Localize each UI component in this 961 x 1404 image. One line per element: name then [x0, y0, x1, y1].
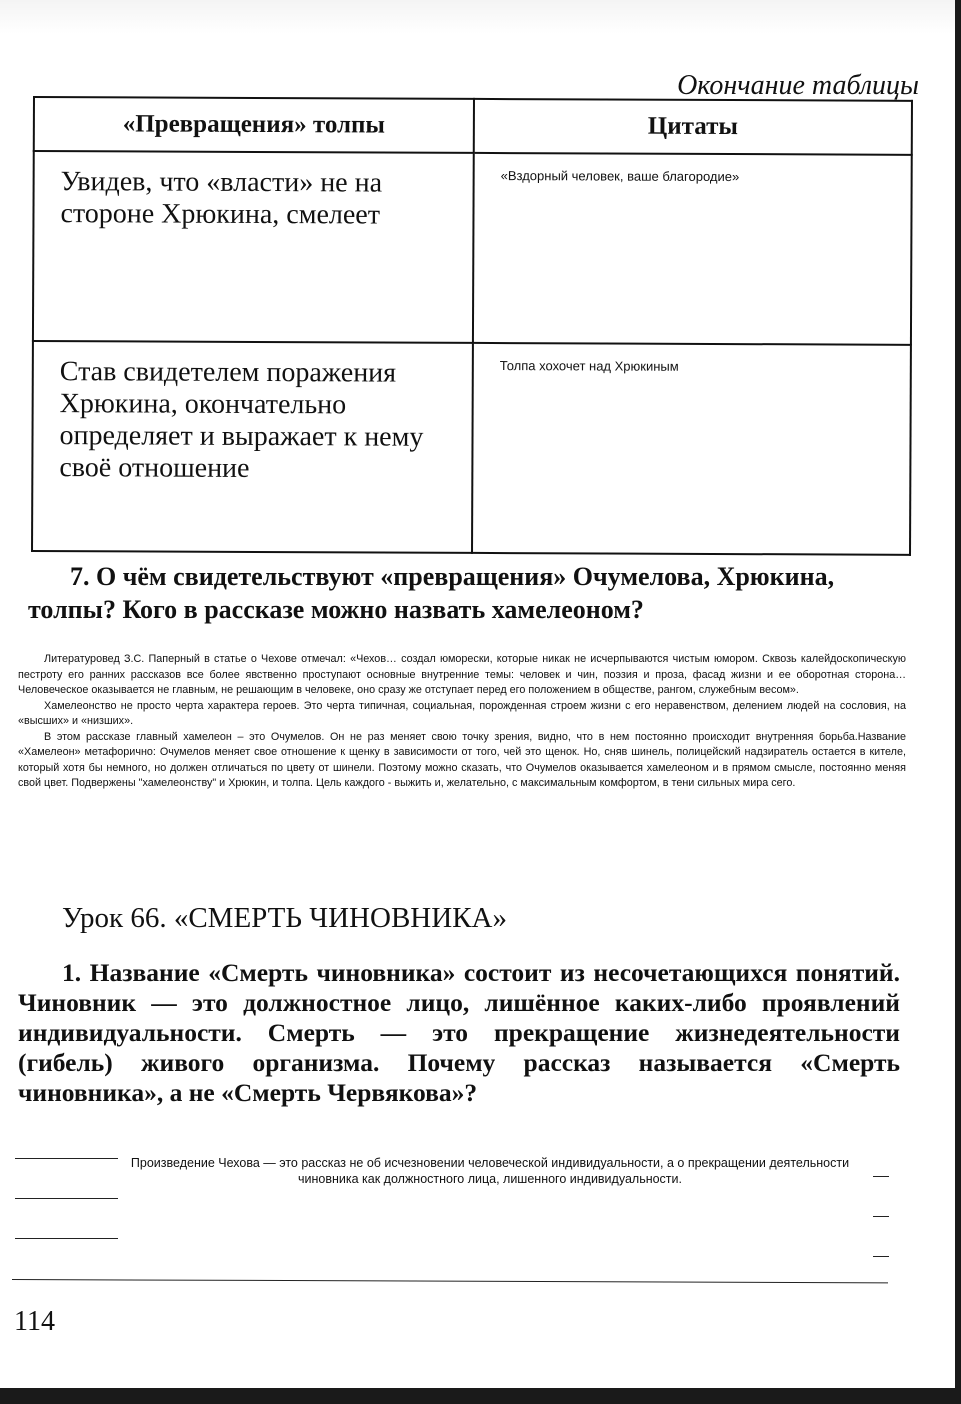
quote-cell: Толпа хохочет над Хрюкиным — [472, 343, 911, 555]
page-number: 114 — [14, 1306, 55, 1337]
transformations-table — [31, 96, 913, 556]
answer-line — [12, 1279, 888, 1283]
answer-line — [873, 1216, 889, 1217]
answer-line — [15, 1158, 118, 1159]
question-1-text: 1. Название «Смерть чиновника» состоит из несочетающихся понятий. Чиновник — это должностное лицо, лишённое каких-либо проявлений индивидуальности. Смерть — это прекращение жизнедеятельности (гибель) живого организма. Почему рассказ называется «Смерть чиновника», а не «Смерть Червякова»? — [18, 958, 900, 1107]
quote-cell: «Вздорный человек, ваше благородие» — [473, 153, 912, 345]
transformation-cell: Увидев, что «власти» не на стороне Хрюкина, смелеет — [33, 151, 474, 343]
scan-shadow-top — [0, 0, 961, 34]
answer-line — [15, 1238, 118, 1239]
answer-paragraph: Хамелеонство не просто черта характера героев. Это черта типичная, социальная, порожденная строем жизни с его неравенством, делением людей на сословия, на «высших» и «низших». — [18, 699, 906, 727]
transformation-cell: Став свидетелем поражения Хрюкина, окончательно определяет и выражает к нему своё отношение — [32, 341, 473, 553]
answer-line — [873, 1176, 889, 1177]
answer-line — [15, 1198, 118, 1199]
table-header-row — [34, 97, 912, 155]
answer-line — [873, 1256, 889, 1257]
table-row — [33, 151, 912, 345]
table-row — [32, 341, 911, 555]
scan-edge-bottom — [0, 1388, 961, 1404]
answer-paragraph: Литературовед З.С. Паперный в статье о Чехове отмечал: «Чехов… создал юморески, которые никак не исчерпываются чистым юмором. Сквозь калейдоскопическую пестроту его ранних рассказов все более явственно проступают основные внутренние темы: человек и чин, поэзия и проза, фасад жизни и ее оборотная сторона… Человеческое оказывается не главным, не решающим в человеке, оно сразу же отступает перед его положением в обществе, рангом, служебным весом». — [18, 653, 906, 696]
question-7-answer — [18, 652, 906, 792]
column-header-transformations: «Превращения» толпы — [34, 97, 474, 153]
question-1-answer: Произведение Чехова — это рассказ не об исчезновении человеческой индивидуальности, а о прекращении деятельности чиновника как должностного лица, лишенного индивидуальности. — [130, 1156, 850, 1186]
question-7-text: 7. О чём свидетельствуют «превращения» Очумелова, Хрюкина, толпы? Кого в рассказе можно назвать хамелеоном? — [28, 562, 835, 624]
table-continuation-label: Окончание таблицы — [677, 70, 919, 101]
scan-edge-right — [955, 0, 961, 1404]
column-header-quotes: Цитаты — [474, 99, 912, 155]
answer-paragraph: В этом рассказе главный хамелеон – это Очумелов. Он не раз меняет свою точку зрения, видно, что в нем постоянно происходит внутренняя борьба.Название «Хамелеон» метафорично: Очумелов меняет свое отношение к щенку в зависимости от того, чей это щенок. Но, сняв шинель, полицейский надзиратель остается в кителе, который хотя бы немного, но должен отличаться по цвету от шинели. Поэтому можно сказать, что Очумелов оказывается хамелеоном и в прямом смысле, постоянно меняя свой цвет. Подвержены "хамелеонству" и Хрюкин, и толпа. Цель каждого - выжить и, желательно, с максимальным комфортом, в тени сильных мира сего. — [18, 730, 906, 789]
lesson-title: Урок 66. «СМЕРТЬ ЧИНОВНИКА» — [62, 902, 507, 934]
